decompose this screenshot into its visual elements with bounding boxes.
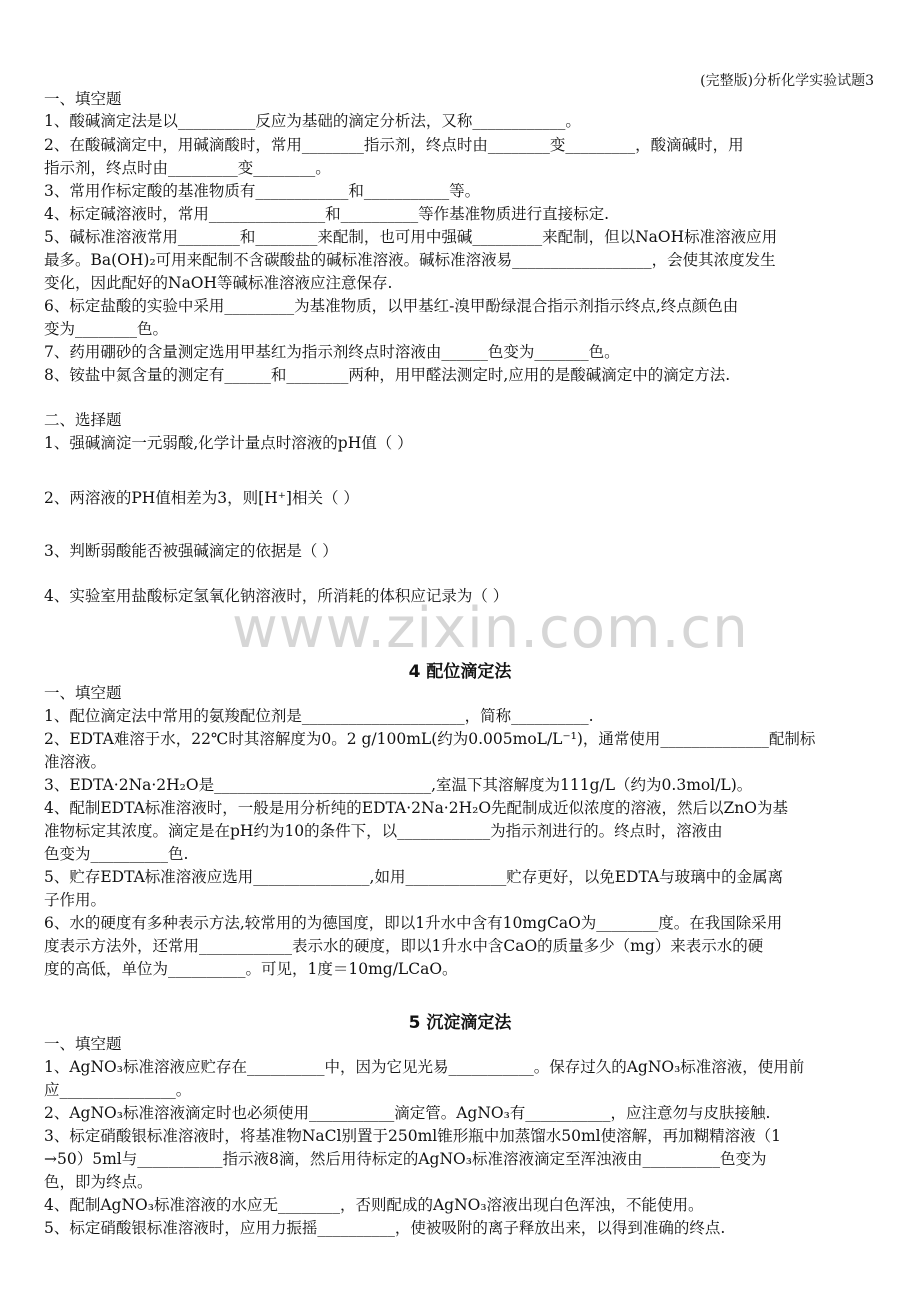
- question-line: 1、酸碱滴定法是以__________反应为基础的滴定分析法，又称____________。: [44, 112, 581, 130]
- question-line: 1、配位滴定法中常用的氨羧配位剂是_____________________，简称__________.: [44, 707, 594, 725]
- question-line: →50）5ml与___________指示液8滴，然后用待标定的AgNO₃标准溶液滴定至浑浊液由__________色变为: [44, 1150, 767, 1168]
- choice-question-3: 3、判断弱酸能否被强碱滴定的依据是（ ）: [44, 542, 338, 560]
- question-line: 5、标定硝酸银标准溶液时，应用力振摇__________，使被吸附的离子释放出来，以得到准确的终点.: [44, 1219, 726, 1237]
- question-line: 6、水的硬度有多种表示方法,较常用的为德国度，即以1升水中含有10mgCaO为________度。在我国除采用: [44, 914, 783, 932]
- question-line: 2、AgNO₃标准溶液滴定时也必须使用___________滴定管。AgNO₃有___________，应注意勿与皮肤接触.: [44, 1104, 771, 1122]
- question-line: 3、标定硝酸银标准溶液时，将基准物NaCl别置于250ml锥形瓶中加蒸馏水50ml使溶解，再加糊精溶液（1: [44, 1127, 781, 1145]
- question-line: 变为________色。: [44, 320, 169, 338]
- choice-heading: 二、选择题: [44, 411, 122, 429]
- question-line: 准物标定其浓度。滴定是在pH约为10的条件下，以____________为指示剂进行的。终点时，溶液由: [44, 822, 723, 840]
- question-line: 5、碱标准溶液常用________和________来配制，也可用中强碱_________来配制，但以NaOH标准溶液应用: [44, 228, 778, 246]
- question-line: 6、标定盐酸的实验中采用_________为基准物质，以甲基红-溴甲酚绿混合指示剂指示终点,终点颜色由: [44, 297, 739, 315]
- question-line: 最多。Ba(OH)₂可用来配制不含碳酸盐的碱标准溶液。碱标准溶液易__________________，会使其浓度发生: [44, 251, 776, 269]
- question-line: 度表示方法外，还常用____________表示水的硬度，即以1升水中含CaO的质量多少（mg）来表示水的硬: [44, 937, 764, 955]
- question-line: 2、在酸碱滴定中，用碱滴酸时，常用________指示剂，终点时由________变_________，酸滴碱时，用: [44, 136, 744, 154]
- question-line: 应_______________。: [44, 1081, 192, 1099]
- fill-heading: 一、填空题: [44, 90, 122, 108]
- question-line: 色变为__________色.: [44, 845, 189, 863]
- question-line: 色，即为终点。: [44, 1173, 153, 1191]
- question-line: 准溶液。: [44, 753, 107, 771]
- watermark: www.zixin.com.cn: [232, 596, 749, 661]
- choice-question-2: 2、两溶液的PH值相差为3，则[H⁺]相关（ ）: [44, 489, 359, 507]
- page-header-title: (完整版)分析化学实验试题3: [700, 73, 874, 89]
- question-line: 3、EDTA·2Na·2H₂O是____________________________,室温下其溶解度为111g/L（约为0.3mol/L)。: [44, 776, 753, 794]
- section-title-precipitation: 5 沉淀滴定法: [408, 1013, 512, 1033]
- choice-question-1: 1、强碱滴淀一元弱酸,化学计量点时溶液的pH值（ ）: [44, 434, 413, 452]
- question-line: 4、配制AgNO₃标准溶液的水应无________，否则配成的AgNO₃溶液出现白色浑浊，不能使用。: [44, 1196, 704, 1214]
- question-line: 7、药用硼砂的含量测定选用甲基红为指示剂终点时溶液由______色变为_______色。: [44, 343, 620, 361]
- choice-question-4: 4、实验室用盐酸标定氢氧化钠溶液时，所消耗的体积应记录为（ ）: [44, 587, 509, 605]
- section-title-complexometric: 4 配位滴定法: [408, 662, 512, 682]
- question-line: 指示剂，终点时由_________变________。: [44, 159, 331, 177]
- question-line: 5、贮存EDTA标准溶液应选用_______________,如用_____________贮存更好，以免EDTA与玻璃中的金属离: [44, 868, 784, 886]
- question-line: 2、EDTA难溶于水，22℃时其溶解度为0。2 g/100mL(约为0.005moL/L⁻¹)，通常使用______________配制标: [44, 730, 816, 748]
- question-line: 4、标定碱溶液时，常用_______________和__________等作基准物质进行直接标定.: [44, 205, 610, 223]
- question-line: 4、配制EDTA标准溶液时，一般是用分析纯的EDTA·2Na·2H₂O先配制成近似浓度的溶液，然后以ZnO为基: [44, 799, 788, 817]
- fill-heading: 一、填空题: [44, 684, 122, 702]
- question-line: 子作用。: [44, 891, 107, 909]
- question-line: 3、常用作标定酸的基准物质有____________和___________等。: [44, 182, 481, 200]
- question-line: 8、铵盐中氮含量的测定有______和________两种，用甲醛法测定时,应用的是酸碱滴定中的滴定方法.: [44, 366, 731, 384]
- question-line: 变化，因此配好的NaOH等碱标准溶液应注意保存.: [44, 274, 393, 292]
- question-line: 度的高低，单位为__________。可见，1度＝10mg/LCaO。: [44, 960, 458, 978]
- fill-heading: 一、填空题: [44, 1035, 122, 1053]
- question-line: 1、AgNO₃标准溶液应贮存在__________中，因为它见光易___________。保存过久的AgNO₃标准溶液，使用前: [44, 1058, 805, 1076]
